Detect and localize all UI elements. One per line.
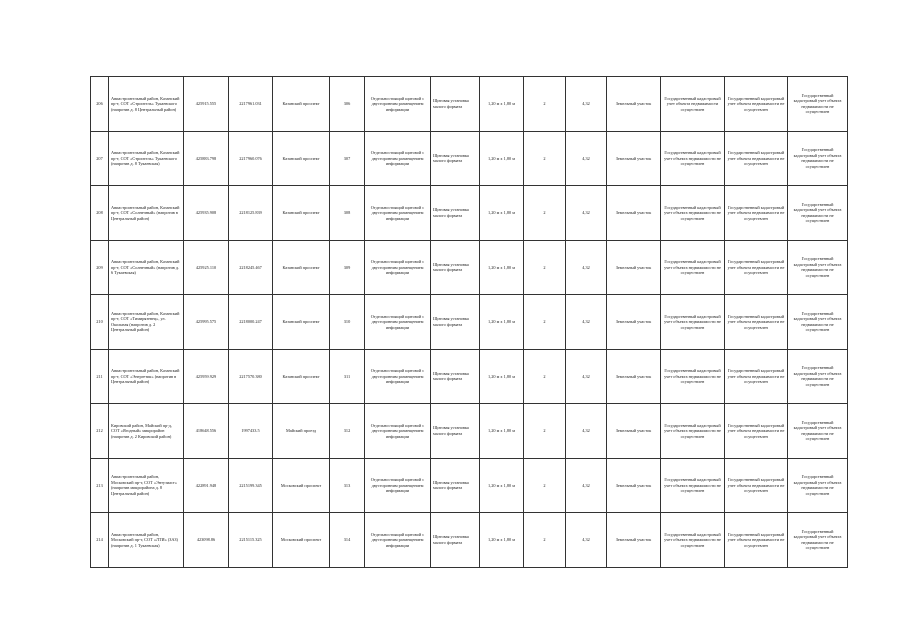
place-number-cell: 312: [330, 404, 365, 459]
coordinate-y-cell: 2217961.031: [229, 77, 273, 132]
cadastral-status-cell: Государственный кадастровый учет объекта недвижимости не осуществлен: [725, 131, 788, 186]
cadastral-status-cell: Государственный кадастровый учет объекта недвижимости не осуществлен: [661, 458, 725, 513]
coordinate-x-cell: 425915.555: [184, 77, 229, 132]
row-number: 213: [91, 458, 109, 513]
cadastral-status-cell: Государственный кадастровый учет объекта недвижимости не осуществлен: [661, 513, 725, 568]
cadastral-status-cell: Государственный кадастровый учет объекта недвижимости не осуществлен: [661, 295, 725, 350]
street-cell: Казанский проспект: [273, 77, 330, 132]
format-cell: Щитовая установка малого формата: [431, 77, 480, 132]
cadastral-status-cell: Государственный кадастровый учет объекта недвижимости не осуществлен: [725, 186, 788, 241]
cadastral-status-cell: Государственный кадастровый учет объекта недвижимости не осуществлен: [788, 295, 848, 350]
field-size-cell: 1,20 м х 1,80 м: [480, 186, 524, 241]
place-number-cell: 308: [330, 186, 365, 241]
land-type-cell: Земельный участок: [607, 349, 661, 404]
cadastral-status-cell: Государственный кадастровый учет объекта недвижимости не осуществлен: [788, 458, 848, 513]
table-row: [91, 186, 848, 241]
street-cell: Казанский проспект: [273, 349, 330, 404]
table-row: [91, 240, 848, 295]
place-number-cell: 310: [330, 295, 365, 350]
street-cell: Казанский проспект: [273, 295, 330, 350]
table-row: [91, 131, 848, 186]
table-row: [91, 77, 848, 132]
format-cell: Щитовая установка малого формата: [431, 186, 480, 241]
sides-count-cell: 2: [524, 513, 566, 568]
table-row: [91, 513, 848, 568]
place-number-cell: 314: [330, 513, 365, 568]
format-cell: Щитовая установка малого формата: [431, 404, 480, 459]
place-number-cell: 306: [330, 77, 365, 132]
construction-type-cell: Отдельностоящий щитовой с двусторонним размещением информации: [365, 131, 431, 186]
format-cell: Щитовая установка малого формата: [431, 513, 480, 568]
construction-type-cell: Отдельностоящий щитовой с двусторонним размещением информации: [365, 295, 431, 350]
land-type-cell: Земельный участок: [607, 77, 661, 132]
coordinate-x-cell: 425925.110: [184, 240, 229, 295]
coordinate-y-cell: 2218000.247: [229, 295, 273, 350]
format-cell: Щитовая установка малого формата: [431, 295, 480, 350]
coordinate-x-cell: 425883.798: [184, 131, 229, 186]
sides-count-cell: 2: [524, 77, 566, 132]
address-cell: Авиастроительный район, Казанский пр-т, СОТ «Строитель» Тукаевского (напротив д. 8 Тукаевская): [109, 131, 184, 186]
row-number: 207: [91, 131, 109, 186]
cadastral-status-cell: Государственный кадастровый учет объекта недвижимости не осуществлен: [788, 77, 848, 132]
place-number-cell: 309: [330, 240, 365, 295]
address-cell: Авиастроительный район, Казанский пр-т, СОТ «Солнечный» (напротив д. 6 Тукаевская): [109, 240, 184, 295]
construction-type-cell: Отдельностоящий щитовой с двусторонним размещением информации: [365, 404, 431, 459]
construction-type-cell: Отдельностоящий щитовой с двусторонним размещением информации: [365, 458, 431, 513]
sides-count-cell: 2: [524, 295, 566, 350]
coordinate-y-cell: 2217960.076: [229, 131, 273, 186]
cadastral-status-cell: Государственный кадастровый учет объекта недвижимости не осуществлен: [725, 458, 788, 513]
land-type-cell: Земельный участок: [607, 458, 661, 513]
cadastral-status-cell: Государственный кадастровый учет объекта недвижимости не осуществлен: [661, 131, 725, 186]
field-size-cell: 1,20 м х 1,80 м: [480, 458, 524, 513]
row-number: 206: [91, 77, 109, 132]
land-type-cell: Земельный участок: [607, 513, 661, 568]
row-number: 208: [91, 186, 109, 241]
place-number-cell: 311: [330, 349, 365, 404]
cadastral-status-cell: Государственный кадастровый учет объекта недвижимости не осуществлен: [788, 186, 848, 241]
street-cell: Московский проспект: [273, 513, 330, 568]
format-cell: Щитовая установка малого формата: [431, 240, 480, 295]
land-type-cell: Земельный участок: [607, 404, 661, 459]
placement-register-table: [90, 76, 848, 568]
field-size-cell: 1,20 м х 1,80 м: [480, 513, 524, 568]
place-number-cell: 313: [330, 458, 365, 513]
cadastral-status-cell: Государственный кадастровый учет объекта недвижимости осуществлен: [661, 77, 725, 132]
construction-type-cell: Отдельностоящий щитовой с двусторонним размещением информации: [365, 240, 431, 295]
area-value-cell: 4,32: [566, 295, 607, 350]
address-cell: Авиастроительный район, Казанский пр-т, СОТ «Строитель» Тукаевского (напротив д. 8 Центральный район): [109, 77, 184, 132]
table-row: [91, 349, 848, 404]
cadastral-status-cell: Государственный кадастровый учет объекта недвижимости не осуществлен: [661, 349, 725, 404]
land-type-cell: Земельный участок: [607, 186, 661, 241]
sides-count-cell: 2: [524, 186, 566, 241]
sides-count-cell: 2: [524, 458, 566, 513]
sides-count-cell: 2: [524, 131, 566, 186]
row-number: 212: [91, 404, 109, 459]
cadastral-status-cell: Государственный кадастровый учет объекта недвижимости не осуществлен: [661, 240, 725, 295]
table-row: [91, 458, 848, 513]
cadastral-status-cell: Государственный кадастровый учет объекта недвижимости не осуществлен: [788, 349, 848, 404]
sides-count-cell: 2: [524, 404, 566, 459]
construction-type-cell: Отдельностоящий щитовой с двусторонним размещением информации: [365, 513, 431, 568]
format-cell: Щитовая установка малого формата: [431, 131, 480, 186]
coordinate-x-cell: 422891.948: [184, 458, 229, 513]
address-cell: Авиастроительный район, Казанский пр-т, СОТ «Тимирязевец», ул. Окольная (напротив д. 2 Центральный район): [109, 295, 184, 350]
cadastral-status-cell: Государственный кадастровый учет объекта недвижимости не осуществлен: [725, 240, 788, 295]
cadastral-status-cell: Государственный кадастровый учет объекта недвижимости не осуществлен: [788, 240, 848, 295]
field-size-cell: 1,20 м х 1,80 м: [480, 349, 524, 404]
table-row: [91, 295, 848, 350]
address-cell: Кировский район, Майский пр-д, СОТ «Ягодный» микрорайон (напротив д. 2 Кировский район): [109, 404, 184, 459]
street-cell: Казанский проспект: [273, 131, 330, 186]
address-cell: Авиастроительный район, Московский пр-т, СОТ «ЛТИ» (ЗАЗ) (напротив д. 1 Тукаевская): [109, 513, 184, 568]
area-value-cell: 4,32: [566, 240, 607, 295]
land-type-cell: Земельный участок: [607, 240, 661, 295]
cadastral-status-cell: Государственный кадастровый учет объекта недвижимости не осуществлен: [725, 295, 788, 350]
street-cell: Московский проспект: [273, 458, 330, 513]
row-number: 214: [91, 513, 109, 568]
sides-count-cell: 2: [524, 349, 566, 404]
coordinate-y-cell: 2217570.380: [229, 349, 273, 404]
area-value-cell: 4,32: [566, 513, 607, 568]
cadastral-status-cell: Государственный кадастровый учет объекта недвижимости не осуществлен: [661, 404, 725, 459]
field-size-cell: 1,20 м х 1,80 м: [480, 404, 524, 459]
coordinate-x-cell: 423098.86: [184, 513, 229, 568]
coordinate-y-cell: 2215115.325: [229, 513, 273, 568]
area-value-cell: 4,32: [566, 349, 607, 404]
coordinate-x-cell: 425959.929: [184, 349, 229, 404]
area-value-cell: 4,32: [566, 404, 607, 459]
area-value-cell: 4,32: [566, 131, 607, 186]
land-type-cell: Земельный участок: [607, 131, 661, 186]
row-number: 211: [91, 349, 109, 404]
row-number: 210: [91, 295, 109, 350]
field-size-cell: 1,20 м х 1,80 м: [480, 295, 524, 350]
cadastral-status-cell: Государственный кадастровый учет объекта недвижимости не осуществлен: [788, 513, 848, 568]
place-number-cell: 307: [330, 131, 365, 186]
cadastral-status-cell: Государственный кадастровый учет объекта недвижимости не осуществлен: [725, 77, 788, 132]
sides-count-cell: 2: [524, 240, 566, 295]
construction-type-cell: Отдельностоящий щитовой с двусторонним размещением информации: [365, 186, 431, 241]
cadastral-status-cell: Государственный кадастровый учет объекта недвижимости не осуществлен: [725, 404, 788, 459]
cadastral-status-cell: Государственный кадастровый учет объекта недвижимости не осуществлен: [725, 513, 788, 568]
coordinate-x-cell: 425935.908: [184, 186, 229, 241]
coordinate-y-cell: 2218125.839: [229, 186, 273, 241]
format-cell: Щитовая установка малого формата: [431, 349, 480, 404]
format-cell: Щитовая установка малого формата: [431, 458, 480, 513]
street-cell: Казанский проспект: [273, 186, 330, 241]
street-cell: Казанский проспект: [273, 240, 330, 295]
coordinate-x-cell: 418648.556: [184, 404, 229, 459]
area-value-cell: 4,32: [566, 186, 607, 241]
field-size-cell: 1,20 м х 1,80 м: [480, 77, 524, 132]
table-row: [91, 404, 848, 459]
table-body: [91, 77, 848, 568]
construction-type-cell: Отдельностоящий щитовой с двусторонним размещением информации: [365, 349, 431, 404]
cadastral-status-cell: Государственный кадастровый учет объекта недвижимости не осуществлен: [725, 349, 788, 404]
address-cell: Авиастроительный район, Казанский пр-т, СОТ «Солнечный» (напротив в Центральный район): [109, 186, 184, 241]
coordinate-y-cell: 2218245.467: [229, 240, 273, 295]
street-cell: Майский проезд: [273, 404, 330, 459]
land-type-cell: Земельный участок: [607, 295, 661, 350]
coordinate-y-cell: 1997433.5: [229, 404, 273, 459]
field-size-cell: 1,20 м х 1,80 м: [480, 131, 524, 186]
area-value-cell: 4,32: [566, 77, 607, 132]
construction-type-cell: Отдельностоящий щитовой с двусторонним размещением информации: [365, 77, 431, 132]
address-cell: Авиастроительный район, Казанский пр-т, СОТ «Энергетик» (напротив в Центральный район): [109, 349, 184, 404]
address-cell: Авиастроительный район, Московский пр-т, СОТ «Энтузиаст» (напротив микрорайона д. 8 Центральный район): [109, 458, 184, 513]
coordinate-y-cell: 2215199.345: [229, 458, 273, 513]
cadastral-status-cell: Государственный кадастровый учет объекта недвижимости не осуществлен: [788, 131, 848, 186]
area-value-cell: 4,32: [566, 458, 607, 513]
cadastral-status-cell: Государственный кадастровый учет объекта недвижимости не осуществлен: [661, 186, 725, 241]
field-size-cell: 1,20 м х 1,80 м: [480, 240, 524, 295]
coordinate-x-cell: 425995.575: [184, 295, 229, 350]
row-number: 209: [91, 240, 109, 295]
cadastral-status-cell: Государственный кадастровый учет объекта недвижимости не осуществлен: [788, 404, 848, 459]
